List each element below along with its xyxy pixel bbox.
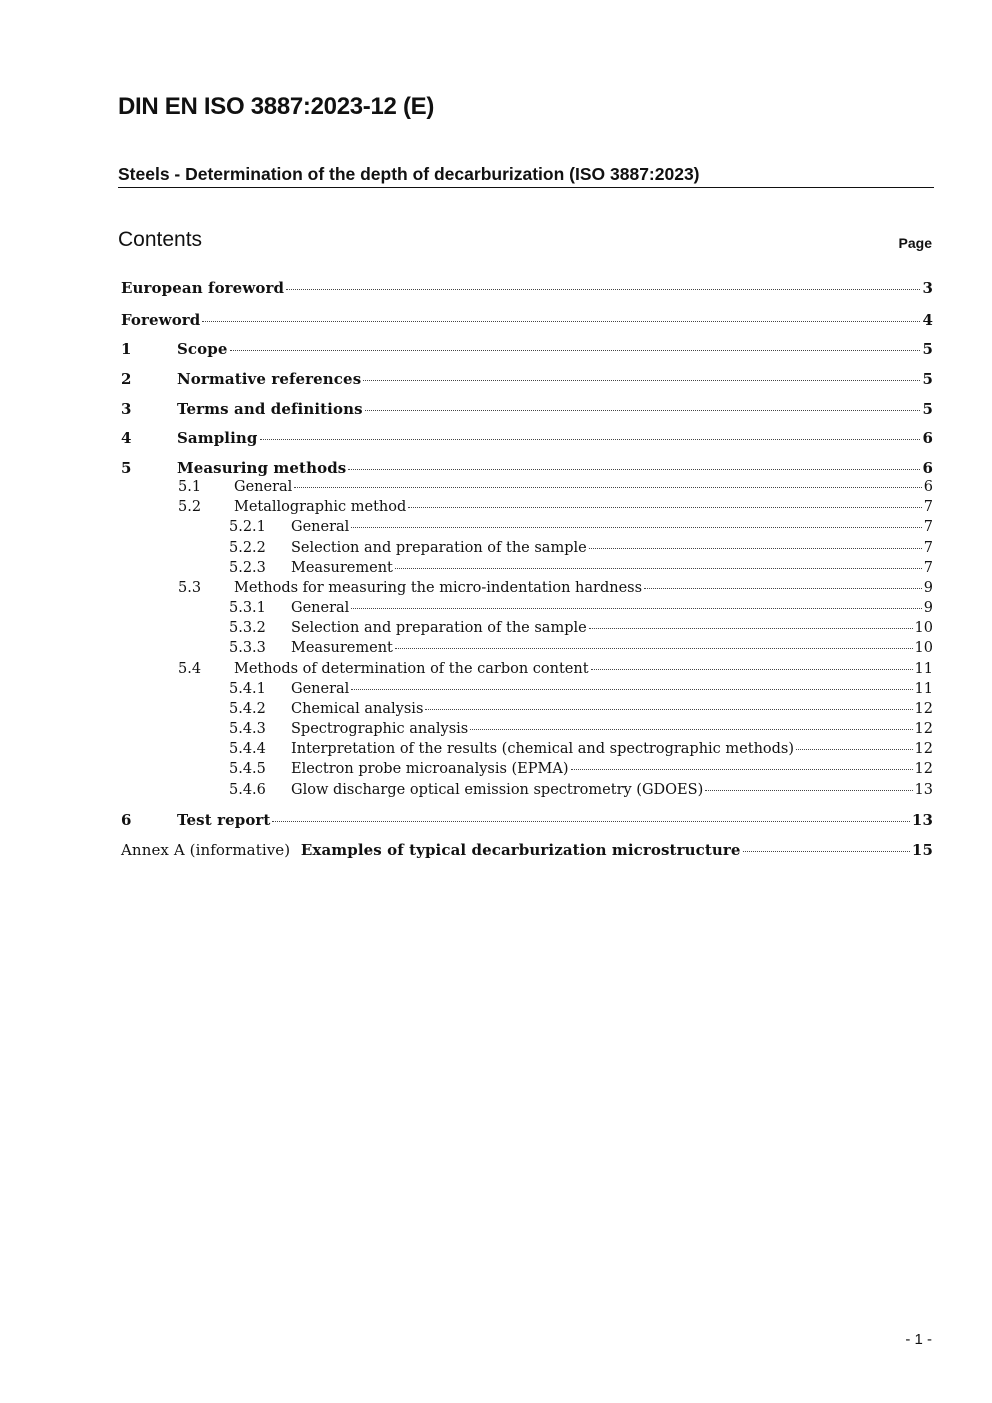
toc-entry-6[interactable] bbox=[121, 811, 933, 829]
dot-leader bbox=[644, 588, 922, 589]
toc-entry-number: 5.4.1 bbox=[229, 681, 266, 697]
toc-entry-number: 5 bbox=[121, 459, 132, 477]
dot-leader bbox=[408, 507, 922, 508]
toc-entry-text: Sampling bbox=[177, 429, 258, 447]
toc-entry-european-foreword[interactable] bbox=[121, 279, 933, 297]
contents-heading: Contents bbox=[118, 228, 203, 251]
toc-entry-text: Glow discharge optical emission spectrometry (GDOES) bbox=[291, 782, 704, 798]
dot-leader bbox=[202, 321, 920, 322]
toc-entry-page: 12 bbox=[914, 741, 933, 757]
toc-entry-page: 7 bbox=[923, 560, 933, 576]
toc-entry-number: 2 bbox=[121, 370, 132, 388]
toc-entry-5-4-1[interactable] bbox=[229, 681, 933, 697]
toc-entry-5-1[interactable] bbox=[178, 479, 933, 495]
toc-entry-5-4-6[interactable] bbox=[229, 782, 933, 798]
toc-entry-foreword[interactable] bbox=[121, 311, 933, 329]
document-subtitle: Steels - Determination of the depth of decarburization (ISO 3887:2023) bbox=[118, 164, 934, 188]
dot-leader bbox=[591, 669, 913, 670]
toc-entry-text bbox=[121, 841, 741, 859]
toc-entry-page: 11 bbox=[914, 661, 933, 677]
page-column-heading: Page bbox=[898, 235, 932, 251]
toc-entry-text: Test report bbox=[177, 811, 271, 829]
dot-leader bbox=[571, 769, 913, 770]
toc-entry-text: Measuring methods bbox=[177, 459, 347, 477]
toc-entry-text: Methods of determination of the carbon content bbox=[234, 661, 589, 677]
toc-entry-number: 5.1 bbox=[178, 479, 202, 495]
toc-entry-number: 5.3.2 bbox=[229, 620, 266, 636]
dot-leader bbox=[351, 689, 912, 690]
toc-entry-5-3-2[interactable] bbox=[229, 620, 933, 636]
toc-entry-1[interactable] bbox=[121, 340, 933, 358]
toc-entry-text: Spectrographic analysis bbox=[291, 721, 469, 737]
toc-entry-number: 5.2.3 bbox=[229, 560, 266, 576]
toc-entry-5-4[interactable] bbox=[178, 661, 933, 677]
toc-entry-number: 5.2 bbox=[178, 499, 202, 515]
toc-entry-text: European foreword bbox=[121, 279, 285, 297]
toc-entry-text: Measurement bbox=[291, 640, 393, 656]
toc-entry-page: 3 bbox=[922, 279, 933, 297]
toc-entry-annex-a[interactable] bbox=[121, 841, 933, 859]
toc-entry-page: 7 bbox=[923, 540, 933, 556]
toc-entry-5-4-4[interactable] bbox=[229, 741, 933, 757]
toc-entry-number: 5.3.3 bbox=[229, 640, 266, 656]
toc-entry-number: 4 bbox=[121, 429, 132, 447]
toc-entry-page: 5 bbox=[922, 400, 933, 418]
toc-entry-text: Scope bbox=[177, 340, 228, 358]
dot-leader bbox=[425, 709, 912, 710]
toc-entry-number: 1 bbox=[121, 340, 132, 358]
toc-entry-text: General bbox=[234, 479, 293, 495]
toc-entry-page: 5 bbox=[922, 340, 933, 358]
annex-prefix: Annex A (informative) bbox=[121, 841, 291, 859]
toc-entry-page: 7 bbox=[923, 499, 933, 515]
toc-entry-text: General bbox=[291, 681, 350, 697]
toc-entry-2[interactable] bbox=[121, 370, 933, 388]
toc-entry-5-2-2[interactable] bbox=[229, 540, 933, 556]
toc-entry-5-2[interactable] bbox=[178, 499, 933, 515]
toc-entry-5-3-1[interactable] bbox=[229, 600, 933, 616]
toc-entry-page: 15 bbox=[911, 841, 933, 859]
toc-entry-5-4-3[interactable] bbox=[229, 721, 933, 737]
toc-entry-page: 9 bbox=[923, 600, 933, 616]
toc-entry-page: 6 bbox=[922, 459, 933, 477]
dot-leader bbox=[796, 749, 913, 750]
toc-entry-page: 10 bbox=[914, 620, 933, 636]
toc-entry-5-2-1[interactable] bbox=[229, 519, 933, 535]
toc-entry-number: 5.3.1 bbox=[229, 600, 266, 616]
toc-entry-page: 6 bbox=[922, 429, 933, 447]
toc-entry-page: 9 bbox=[923, 580, 933, 596]
toc-entry-text: Interpretation of the results (chemical and spectrographic methods) bbox=[291, 741, 795, 757]
toc-entry-5-4-5[interactable] bbox=[229, 761, 933, 777]
toc-entry-number: 5.4.2 bbox=[229, 701, 266, 717]
dot-leader bbox=[743, 851, 910, 852]
toc-entry-text: Selection and preparation of the sample bbox=[291, 540, 587, 556]
document-title: DIN EN ISO 3887:2023-12 (E) bbox=[118, 93, 435, 120]
dot-leader bbox=[470, 729, 912, 730]
toc-entry-page: 13 bbox=[911, 811, 933, 829]
toc-entry-number: 5.2.2 bbox=[229, 540, 266, 556]
toc-entry-page: 12 bbox=[914, 721, 933, 737]
dot-leader bbox=[272, 821, 909, 822]
toc-entry-5[interactable] bbox=[121, 459, 933, 477]
toc-entry-number: 6 bbox=[121, 811, 132, 829]
toc-entry-text: Selection and preparation of the sample bbox=[291, 620, 587, 636]
toc-entry-number: 5.4.6 bbox=[229, 782, 266, 798]
toc-entry-page: 11 bbox=[914, 681, 933, 697]
dot-leader bbox=[589, 628, 913, 629]
toc-entry-text: Normative references bbox=[177, 370, 362, 388]
toc-entry-number: 5.4.3 bbox=[229, 721, 266, 737]
dot-leader bbox=[705, 790, 912, 791]
toc-entry-5-3-3[interactable] bbox=[229, 640, 933, 656]
toc-entry-page: 12 bbox=[914, 701, 933, 717]
dot-leader bbox=[294, 487, 921, 488]
dot-leader bbox=[395, 568, 922, 569]
toc-entry-number: 5.3 bbox=[178, 580, 202, 596]
page-number-footer: - 1 - bbox=[905, 1331, 932, 1348]
toc-entry-number: 3 bbox=[121, 400, 132, 418]
toc-entry-text: Metallographic method bbox=[234, 499, 407, 515]
toc-entry-page: 6 bbox=[923, 479, 933, 495]
toc-entry-text: General bbox=[291, 519, 350, 535]
toc-entry-page: 5 bbox=[922, 370, 933, 388]
toc-entry-page: 4 bbox=[922, 311, 933, 329]
dot-leader bbox=[351, 527, 921, 528]
toc-entry-4[interactable] bbox=[121, 429, 933, 447]
dot-leader bbox=[365, 410, 921, 411]
toc-entry-text: General bbox=[291, 600, 350, 616]
toc-entry-number: 5.2.1 bbox=[229, 519, 266, 535]
dot-leader bbox=[348, 469, 920, 470]
dot-leader bbox=[363, 380, 920, 381]
toc-entry-text: Chemical analysis bbox=[291, 701, 424, 717]
toc-entry-page: 12 bbox=[914, 761, 933, 777]
toc-entry-number: 5.4 bbox=[178, 661, 202, 677]
dot-leader bbox=[260, 439, 921, 440]
dot-leader bbox=[351, 608, 921, 609]
dot-leader bbox=[589, 548, 922, 549]
toc-entry-number: 5.4.5 bbox=[229, 761, 266, 777]
dot-leader bbox=[230, 350, 921, 351]
toc-entry-5-4-2[interactable] bbox=[229, 701, 933, 717]
toc-entry-number: 5.4.4 bbox=[229, 741, 266, 757]
dot-leader bbox=[286, 289, 920, 290]
toc-entry-5-2-3[interactable] bbox=[229, 560, 933, 576]
toc-entry-text: Methods for measuring the micro-indentation hardness bbox=[234, 580, 643, 596]
toc-entry-5-3[interactable] bbox=[178, 580, 933, 596]
toc-entry-text: Electron probe microanalysis (EPMA) bbox=[291, 761, 569, 777]
dot-leader bbox=[395, 648, 913, 649]
toc-entry-page: 13 bbox=[914, 782, 933, 798]
toc-entry-3[interactable] bbox=[121, 400, 933, 418]
toc-entry-text: Measurement bbox=[291, 560, 393, 576]
toc-entry-page: 7 bbox=[923, 519, 933, 535]
toc-entry-page: 10 bbox=[914, 640, 933, 656]
annex-title: Examples of typical decarburization microstructure bbox=[300, 841, 741, 859]
toc-entry-text: Foreword bbox=[121, 311, 201, 329]
toc-entry-text: Terms and definitions bbox=[177, 400, 363, 418]
